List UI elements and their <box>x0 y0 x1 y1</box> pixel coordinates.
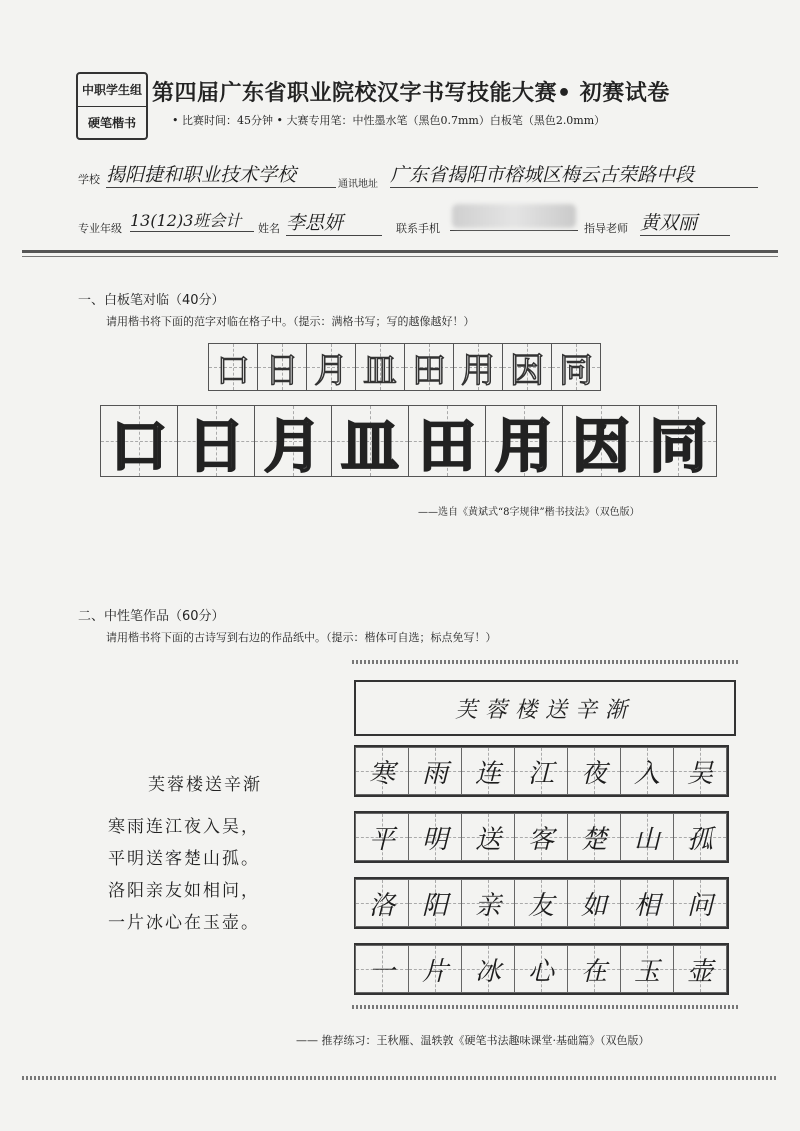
model-cell <box>485 405 563 480</box>
section2-recommend: —— 推荐练习：王秋雁、温轶敦《硬笔书法趣味课堂·基础篇》（双色版） <box>296 1034 650 1047</box>
category-badge <box>76 72 148 140</box>
work-cell[interactable] <box>620 813 674 861</box>
model-char: 皿 <box>340 412 399 480</box>
work-cell[interactable] <box>673 813 727 861</box>
model-cell <box>331 405 409 480</box>
teacher-label: 指导老师 <box>584 222 628 235</box>
model-grid-row <box>101 405 717 480</box>
work-char: 夜 <box>580 758 607 789</box>
poem-line: 平明送客楚山孤。 <box>108 849 260 869</box>
work-char: 山 <box>633 824 660 855</box>
copy-char: 日 <box>265 350 299 391</box>
work-char: 阳 <box>421 890 448 921</box>
work-paper-top-dots <box>352 660 738 664</box>
copy-char: 同 <box>559 350 593 391</box>
copy-char: 月 <box>314 350 348 391</box>
phone-redaction <box>452 204 576 228</box>
work-char: 亲 <box>474 890 501 921</box>
model-char: 口 <box>109 412 168 480</box>
work-cell[interactable] <box>673 879 727 927</box>
copy-cell[interactable] <box>502 343 552 391</box>
work-cell[interactable] <box>673 945 727 993</box>
work-cell[interactable] <box>408 879 462 927</box>
work-row[interactable] <box>354 877 729 929</box>
work-char: 客 <box>527 824 554 855</box>
model-cell <box>408 405 486 480</box>
work-char: 相 <box>633 890 660 921</box>
work-char: 入 <box>633 758 660 789</box>
work-paper-bottom-dots <box>352 1005 738 1009</box>
model-char: 田 <box>417 412 476 480</box>
model-cell <box>100 405 178 480</box>
work-cell[interactable] <box>514 747 568 795</box>
work-char: 如 <box>580 890 607 921</box>
header-divider <box>22 250 778 253</box>
work-char: 一 <box>368 956 395 987</box>
poem-line: 洛阳亲友如相问， <box>108 881 260 901</box>
work-char: 平 <box>368 824 395 855</box>
copy-char: 因 <box>510 350 544 391</box>
copy-cell[interactable] <box>306 343 356 391</box>
model-char: 月 <box>263 412 322 480</box>
copy-cell[interactable] <box>355 343 405 391</box>
work-cell[interactable] <box>355 879 409 927</box>
address-label: 通讯地址 <box>338 179 378 190</box>
work-row[interactable] <box>354 943 729 995</box>
work-char: 心 <box>527 956 554 987</box>
model-cell <box>177 405 255 480</box>
poem-title: 芙蓉楼送辛渐 <box>148 775 262 795</box>
phone-field[interactable] <box>450 230 578 231</box>
work-cell[interactable] <box>355 747 409 795</box>
model-char: 同 <box>648 412 707 480</box>
work-cell[interactable] <box>620 747 674 795</box>
name-field[interactable]: 李思妍 <box>286 208 382 236</box>
copy-char: 田 <box>412 350 446 391</box>
section2-heading: 二、中性笔作品（60分） <box>78 609 225 624</box>
address-field[interactable]: 广东省揭阳市榕城区梅云古荣路中段 <box>390 160 758 188</box>
copy-cell[interactable] <box>551 343 601 391</box>
work-cell[interactable] <box>408 813 462 861</box>
work-cell[interactable] <box>514 813 568 861</box>
work-char: 连 <box>474 758 501 789</box>
school-label: 学校 <box>78 173 100 186</box>
work-char: 问 <box>686 890 713 921</box>
copy-cell[interactable] <box>404 343 454 391</box>
work-char: 寒 <box>368 758 395 789</box>
work-cell[interactable] <box>514 879 568 927</box>
work-cell[interactable] <box>567 813 621 861</box>
section1-instruction: 请用楷书将下面的范字对临在格子中。（提示：满格书写；写的越像越好！） <box>106 315 475 328</box>
work-row[interactable] <box>354 811 729 863</box>
major-label: 专业年级 <box>78 222 122 235</box>
work-char: 玉 <box>633 956 660 987</box>
poem-line: 一片冰心在玉壶。 <box>108 913 260 933</box>
work-cell[interactable] <box>461 747 515 795</box>
work-char: 在 <box>580 956 607 987</box>
work-char: 江 <box>527 758 554 789</box>
copy-char: 用 <box>461 350 495 391</box>
work-char: 送 <box>474 824 501 855</box>
copy-cell[interactable] <box>208 343 258 391</box>
work-cell[interactable] <box>514 945 568 993</box>
work-char: 吴 <box>686 758 713 789</box>
section1-heading: 一、白板笔对临（40分） <box>78 293 225 308</box>
model-char: 因 <box>571 412 630 480</box>
section2-instruction: 请用楷书将下面的古诗写到右边的作品纸中。（提示：楷体可自选；标点免写！） <box>106 631 497 644</box>
exam-title <box>152 76 670 107</box>
work-cell[interactable] <box>461 813 515 861</box>
badge-script-label: 硬笔楷书 <box>87 115 136 130</box>
work-char: 片 <box>421 956 448 987</box>
work-cell[interactable] <box>620 879 674 927</box>
work-char: 雨 <box>421 758 448 789</box>
work-cell[interactable] <box>355 945 409 993</box>
copy-cell[interactable] <box>453 343 503 391</box>
work-char: 楚 <box>580 824 607 855</box>
work-cell[interactable] <box>355 813 409 861</box>
copy-grid-row[interactable] <box>209 343 601 391</box>
copy-char: 口 <box>216 350 250 391</box>
model-cell <box>254 405 332 480</box>
work-cell[interactable] <box>408 945 462 993</box>
copy-char: 皿 <box>363 350 397 391</box>
footer-divider <box>22 1076 778 1080</box>
work-char: 冰 <box>474 956 501 987</box>
work-title-box[interactable] <box>354 680 736 736</box>
work-cell[interactable] <box>567 879 621 927</box>
work-row[interactable] <box>354 745 729 797</box>
model-cell <box>639 405 717 480</box>
model-char: 用 <box>494 412 553 480</box>
work-title: 芙蓉楼送辛渐 <box>454 697 635 723</box>
work-cell[interactable] <box>461 879 515 927</box>
work-cell[interactable] <box>461 945 515 993</box>
work-cell[interactable] <box>567 945 621 993</box>
work-cell[interactable] <box>673 747 727 795</box>
exam-subtitle: • 比赛时间：45分钟 • 大赛专用笔：中性墨水笔（黑色0.7mm）白板笔（黑色2.0mm） <box>172 114 606 127</box>
work-char: 明 <box>421 824 448 855</box>
work-cell[interactable] <box>408 747 462 795</box>
model-cell <box>562 405 640 480</box>
badge-group-label: 中职学生组 <box>78 74 146 107</box>
work-char: 洛 <box>368 890 395 921</box>
copy-cell[interactable] <box>257 343 307 391</box>
section1-source: ——选自《黄斌式“8字规律”楷书技法》（双色版） <box>418 507 640 518</box>
exam-title-suffix: • 初赛试卷 <box>557 81 670 106</box>
model-char: 日 <box>186 412 245 480</box>
major-field[interactable]: 13(12)3班会计 <box>130 208 254 232</box>
work-char: 友 <box>527 890 554 921</box>
poem-line: 寒雨连江夜入吴， <box>108 817 260 837</box>
school-field[interactable]: 揭阳捷和职业技术学校 <box>106 160 336 188</box>
work-char: 壶 <box>686 956 713 987</box>
header-divider-thin <box>22 256 778 257</box>
work-char: 孤 <box>686 824 713 855</box>
work-cell[interactable] <box>620 945 674 993</box>
work-cell[interactable] <box>567 747 621 795</box>
exam-title-main: 第四届广东省职业院校汉字书写技能大赛 <box>152 81 558 106</box>
name-label: 姓名 <box>258 222 280 235</box>
phone-label: 联系手机 <box>396 222 440 235</box>
teacher-field[interactable]: 黄双丽 <box>640 208 730 236</box>
